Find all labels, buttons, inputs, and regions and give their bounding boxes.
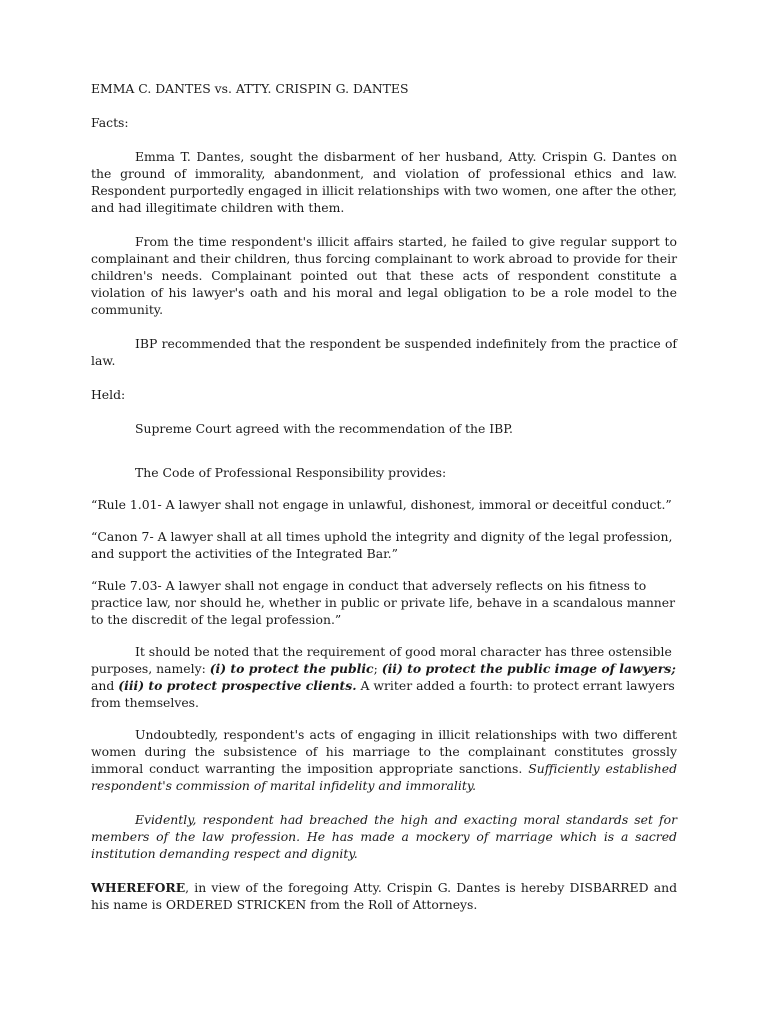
undoubtedly-italic: Sufficiently established respondent's commission of marital infidelity and immorality.: [91, 761, 677, 793]
facts-paragraph-3: IBP recommended that the respondent be suspended indefinitely from the practice of law.: [91, 336, 677, 368]
wherefore-paragraph: [91, 879, 677, 913]
moral-text-1: It should be noted that the requirement of good moral character has three ostensible purposes, namely:: [91, 644, 672, 676]
code-intro: The Code of Professional Responsibility provides:: [135, 465, 447, 480]
wherefore-label: WHEREFORE: [91, 880, 186, 895]
purpose-2: (ii) to protect the public image of lawyers;: [381, 661, 676, 676]
case-title: EMMA C. DANTES vs. ATTY. CRISPIN G. DANTES: [91, 81, 409, 96]
rule-7-03: “Rule 7.03- A lawyer shall not engage in conduct that adversely reflects on his fitness to practice law, nor should he, whether in public or private life, behave in a scandalous manner to the discredit of the legal profession.”: [91, 578, 676, 627]
moral-character-paragraph: [91, 643, 677, 711]
facts-paragraph-1: Emma T. Dantes, sought the disbarment of her husband, Atty. Crispin G. Dantes on the ground of immorality, abandonment, and violation of professional ethics and law. Respondent purportedly engaged in illicit relationships with two women, one after the other, and had illegitimate children with them.: [91, 149, 677, 215]
facts-paragraph-2: From the time respondent's illicit affairs started, he failed to give regular support to complainant and their children, thus forcing complainant to work abroad to provide for their children's needs. Complainant pointed out that these acts of respondent constitute a violation of his lawyer's oath and his moral and legal obligation to be a role model to the community.: [91, 234, 677, 317]
moral-sep-2: and: [91, 678, 119, 693]
undoubtedly-text: Undoubtedly, respondent's acts of engaging in illicit relationships with two different women during the subsistence of his marriage to the complainant constitutes grossly immoral conduct warranting the imposition appropriate sanctions.: [91, 727, 677, 776]
undoubtedly-paragraph: [91, 726, 677, 794]
purpose-1: (i) to protect the public: [209, 661, 374, 676]
purpose-3: (iii) to protect prospective clients.: [118, 678, 357, 693]
held-paragraph-1: Supreme Court agreed with the recommendation of the IBP.: [135, 421, 513, 436]
wherefore-text: , in view of the foregoing Atty. Crispin G. Dantes is hereby DISBARRED and his name is ORDERED STRICKEN from the Roll of Attorneys.: [91, 880, 677, 912]
evidently-paragraph: Evidently, respondent had breached the high and exacting moral standards set for members of the law profession. He has made a mockery of marriage which is a sacred institution demanding respect and dignity.: [91, 812, 677, 861]
moral-sep-1: ;: [373, 661, 382, 676]
facts-heading: Facts:: [91, 115, 129, 130]
held-heading: Held:: [91, 387, 126, 402]
rule-1-01: “Rule 1.01- A lawyer shall not engage in unlawful, dishonest, immoral or deceitful conduct.”: [91, 497, 672, 512]
moral-text-2: A writer added a fourth: to protect errant lawyers from themselves.: [91, 678, 675, 710]
canon-7: “Canon 7- A lawyer shall at all times uphold the integrity and dignity of the legal profession, and support the activities of the Integrated Bar.”: [91, 529, 673, 561]
